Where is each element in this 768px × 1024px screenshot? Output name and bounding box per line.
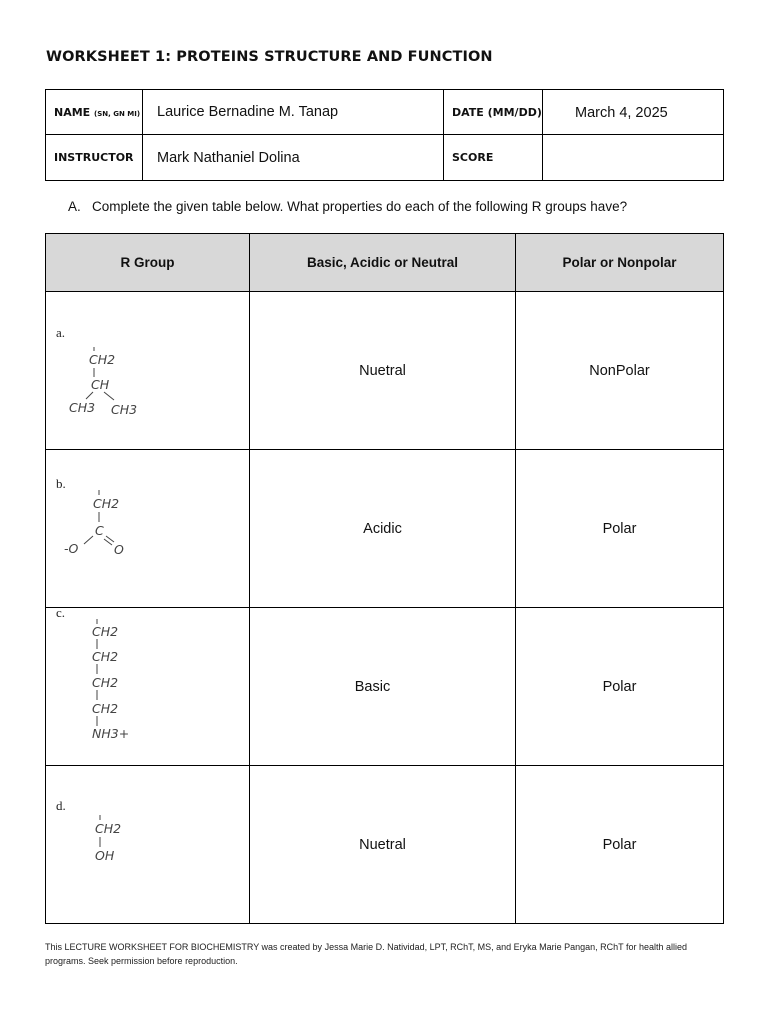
r-group-table — [45, 233, 724, 924]
formula-atom: CH2 — [92, 649, 119, 664]
formula-atom: CH2 — [92, 701, 119, 716]
row-letter: d. — [56, 798, 66, 813]
row-letter: a. — [56, 325, 66, 340]
score-field[interactable] — [543, 135, 724, 181]
structure-lysine-side-chain — [62, 616, 212, 746]
instruction-text: A. Complete the given table below. What properties do each of the following R groups have? — [68, 199, 628, 214]
r-group-cell — [46, 766, 250, 924]
r-group-cell — [46, 292, 250, 450]
formula-atom: O — [114, 542, 124, 557]
table-row — [46, 450, 724, 608]
structure-leucine-side-chain — [62, 322, 212, 422]
formula-atom: C — [95, 523, 104, 538]
table-row — [46, 292, 724, 450]
instructor-label: INSTRUCTOR — [46, 135, 143, 181]
header-polarity: Polar or Nonpolar — [516, 234, 724, 292]
header-charge: Basic, Acidic or Neutral — [250, 234, 516, 292]
name-field[interactable]: Laurice Bernadine M. Tanap — [143, 90, 444, 135]
structure-aspartate-side-chain — [62, 480, 212, 590]
instructor-field[interactable]: Mark Nathaniel Dolina — [143, 135, 444, 181]
date-label: DATE (MM/DD) — [444, 90, 543, 135]
formula-atom: CH2 — [92, 675, 119, 690]
formula-atom: CH3 — [111, 402, 138, 417]
formula-atom: CH3 — [69, 400, 96, 415]
charge-cell[interactable]: Basic — [250, 608, 516, 766]
r-group-cell — [46, 450, 250, 608]
formula-atom: CH2 — [89, 352, 116, 367]
name-label-sub: (SN, GN MI) — [94, 109, 141, 118]
formula-atom: OH — [95, 848, 115, 863]
formula-atom: -O — [64, 541, 79, 556]
polarity-cell[interactable]: NonPolar — [516, 292, 724, 450]
footer-note: This LECTURE WORKSHEET FOR BIOCHEMISTRY was created by Jessa Marie D. Natividad, LPT, RChT, MS, and Eryka Marie Pangan, RChT for health allied programs. Seek permission before reproduction. — [45, 942, 688, 966]
image-patch — [50, 597, 157, 603]
row-letter: c. — [56, 605, 66, 620]
polarity-cell[interactable]: Polar — [516, 766, 724, 924]
worksheet-title: WORKSHEET 1: PROTEINS STRUCTURE AND FUNCTION — [46, 49, 493, 65]
table-row — [46, 608, 724, 766]
polarity-cell[interactable]: Polar — [516, 450, 724, 608]
charge-cell[interactable]: Nuetral — [250, 766, 516, 924]
polarity-cell[interactable]: Polar — [516, 608, 724, 766]
formula-atom: CH2 — [92, 624, 119, 639]
formula-atom: NH3+ — [92, 726, 130, 741]
formula-atom: CH — [91, 377, 110, 392]
charge-cell[interactable]: Nuetral — [250, 292, 516, 450]
header-r-group: R Group — [46, 234, 250, 292]
r-group-cell — [46, 605, 250, 766]
date-field[interactable]: March 4, 2025 — [543, 90, 724, 135]
row-letter: b. — [56, 476, 66, 491]
name-label: NAME (SN, GN MI) — [46, 90, 143, 135]
formula-atom: CH2 — [95, 821, 122, 836]
formula-atom: CH2 — [93, 496, 120, 511]
score-label: SCORE — [444, 135, 543, 181]
student-info-table — [45, 89, 724, 181]
structure-serine-side-chain — [62, 812, 212, 892]
charge-cell[interactable]: Acidic — [250, 450, 516, 608]
table-row — [46, 766, 724, 924]
